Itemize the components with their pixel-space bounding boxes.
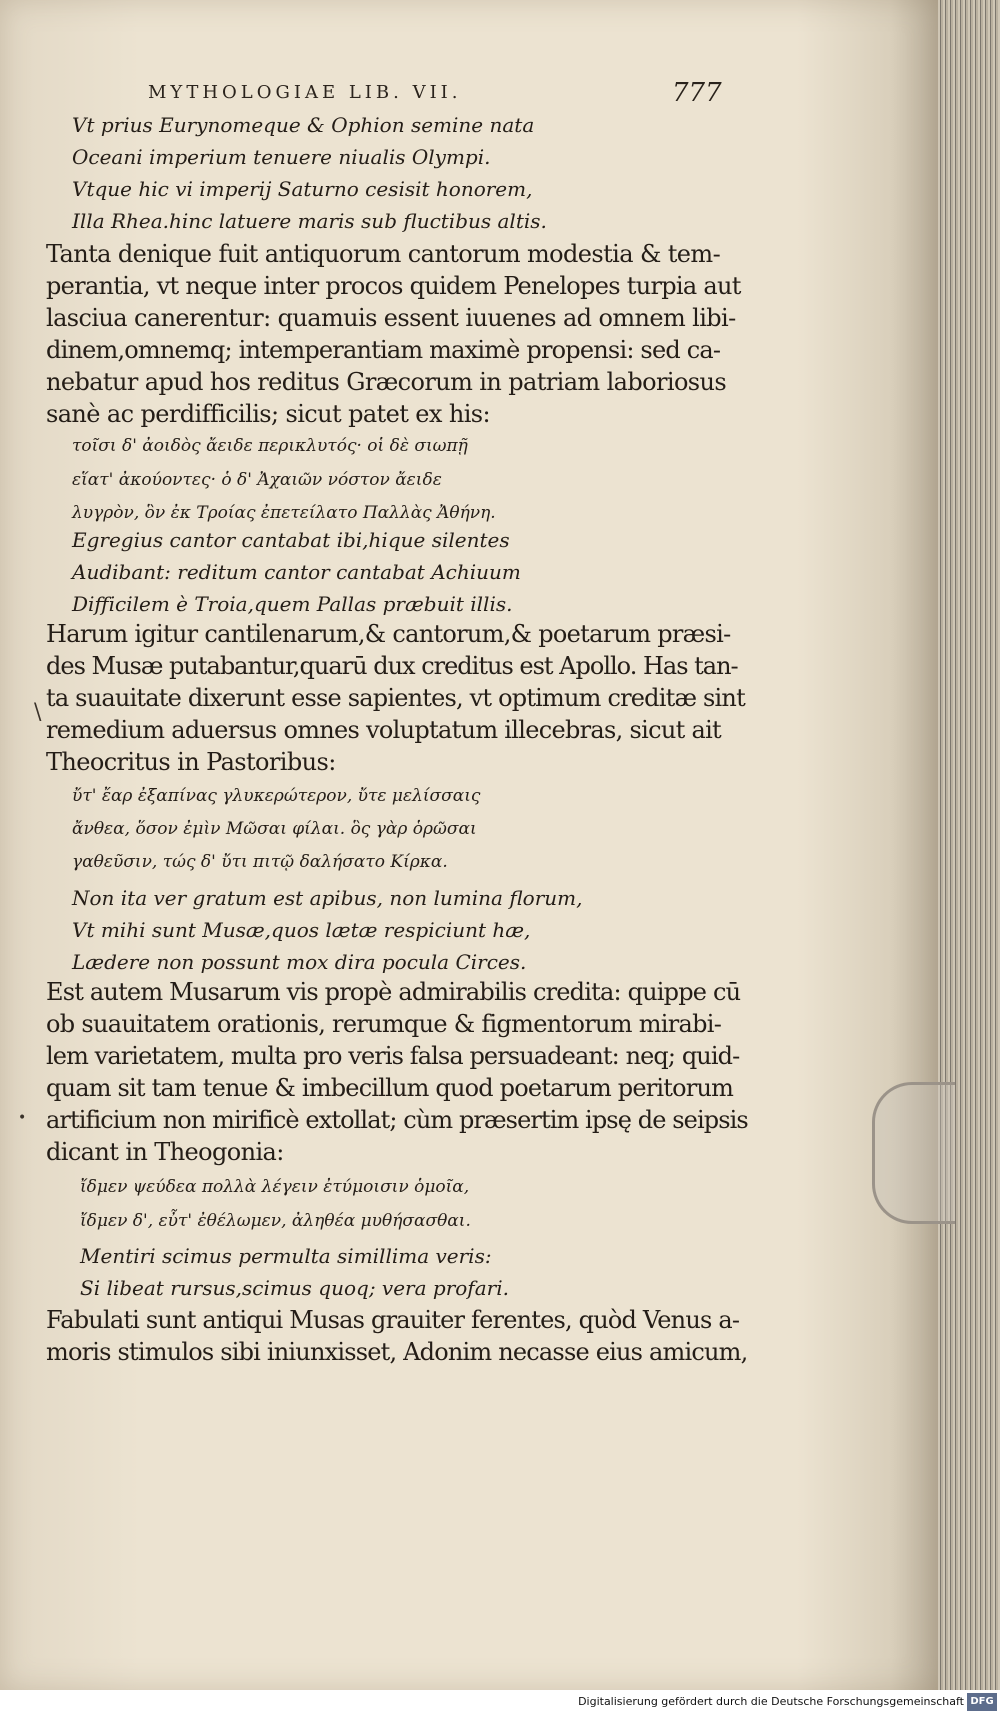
- text-line: Lædere non possunt mox dira pocula Circes.: [72, 950, 527, 974]
- text-line: Si libeat rursus,scimus quoq; vera profari.: [80, 1276, 509, 1300]
- greek-line: λυγρὸν, ὃν ἐκ Τροίας ἐπετείλατο Παλλὰς Ἀθήνη.: [72, 503, 496, 523]
- greek-line: ὔτ' ἔαρ ἐξαπίνας γλυκερώτερον, ὔτε μελίσσαις: [72, 786, 481, 806]
- footer-credit: Digitalisierung gefördert durch die Deutsche Forschungsgemeinschaft: [578, 1695, 964, 1708]
- greek-line: εἵατ' ἀκούοντες· ὁ δ' Ἀχαιῶν νόστον ἄειδε: [72, 470, 442, 490]
- page-edges: [938, 0, 1000, 1690]
- text-line: Illa Rhea.hinc latuere maris sub fluctibus altis.: [72, 209, 547, 233]
- text-line: Oceani imperium tenuere niualis Olympi.: [72, 145, 491, 169]
- text-line: Egregius cantor cantabat ibi,hique silentes: [72, 528, 510, 552]
- text-line: lem varietatem, multa pro veris falsa persuadeant: neq; quid-: [46, 1042, 740, 1070]
- greek-line: ἴδμεν ψεύδεα πολλὰ λέγειν ἐτύμοισιν ὁμοῖα,: [80, 1177, 470, 1197]
- text-line: Fabulati sunt antiqui Musas grauiter ferentes, quòd Venus a-: [46, 1306, 740, 1334]
- text-line: des Musæ putabantur,quarū dux creditus est Apollo. Has tan-: [46, 652, 738, 680]
- greek-line: τοῖσι δ' ἀοιδὸς ἄειδε περικλυτός· οἱ δὲ σιωπῇ: [72, 436, 468, 456]
- text-line: moris stimulos sibi iniunxisset, Adonim necasse eius amicum,: [46, 1338, 748, 1366]
- text-line: Difficilem è Troia,quem Pallas præbuit illis.: [72, 592, 513, 616]
- text-line: Theocritus in Pastoribus:: [46, 748, 336, 776]
- running-head: MYTHOLOGIAE LIB. VII.: [148, 82, 462, 103]
- page-number: 777: [672, 78, 722, 108]
- text-line: ta suauitate dixerunt esse sapientes, vt optimum creditæ sint: [46, 684, 745, 712]
- text-line: Vt prius Eurynomeque & Ophion semine nata: [72, 113, 535, 137]
- greek-line: γαθεῦσιν, τώς δ' ὔτι πιτῷ δαλήσατο Κίρκα.: [72, 852, 448, 872]
- text-line: dinem,omnemq; intemperantiam maximè propensi: sed ca-: [46, 336, 721, 364]
- text-line: nebatur apud hos reditus Græcorum in patriam laboriosus: [46, 368, 727, 396]
- margin-dot: •: [18, 1110, 27, 1126]
- text-line: Est autem Musarum vis propè admirabilis credita: quippe cū: [46, 978, 741, 1006]
- footer-bar: [0, 1690, 1000, 1715]
- text-line: Harum igitur cantilenarum,& cantorum,& poetarum præsi-: [46, 620, 731, 648]
- text-line: Vt mihi sunt Musæ,quos lætæ respiciunt hæ,: [72, 918, 531, 942]
- text-line: remedium aduersus omnes voluptatum illecebras, sicut ait: [46, 716, 721, 744]
- margin-mark: \: [34, 700, 42, 725]
- book-clip: [872, 1082, 955, 1224]
- text-line: lasciua canerentur: quamuis essent iuuenes ad omnem libi-: [46, 304, 736, 332]
- text-line: dicant in Theogonia:: [46, 1138, 284, 1166]
- text-line: Mentiri scimus permulta simillima veris:: [80, 1244, 492, 1268]
- text-line: Vtque hic vi imperij Saturno cesisit honorem,: [72, 177, 533, 201]
- greek-line: ἄνθεα, ὅσον ἐμὶν Μῶσαι φίλαι. ὃς γὰρ ὁρῶσαι: [72, 819, 477, 839]
- text-line: perantia, vt neque inter procos quidem Penelopes turpia aut: [46, 272, 741, 300]
- text-line: Tanta denique fuit antiquorum cantorum modestia & tem-: [46, 240, 721, 268]
- greek-line: ἴδμεν δ', εὖτ' ἐθέλωμεν, ἀληθέα μυθήσασθαι.: [80, 1211, 471, 1231]
- text-line: sanè ac perdifficilis; sicut patet ex his:: [46, 400, 490, 428]
- text-line: artificium non mirificè extollat; cùm præsertim ipsę de seipsis: [46, 1106, 748, 1134]
- text-line: quam sit tam tenue & imbecillum quod poetarum peritorum: [46, 1074, 734, 1102]
- text-line: Non ita ver gratum est apibus, non lumina florum,: [72, 886, 583, 910]
- dfg-logo: DFG: [967, 1693, 997, 1711]
- text-line: Audibant: reditum cantor cantabat Achiuum: [72, 560, 521, 584]
- text-line: ob suauitatem orationis, rerumque & figmentorum mirabi-: [46, 1010, 722, 1038]
